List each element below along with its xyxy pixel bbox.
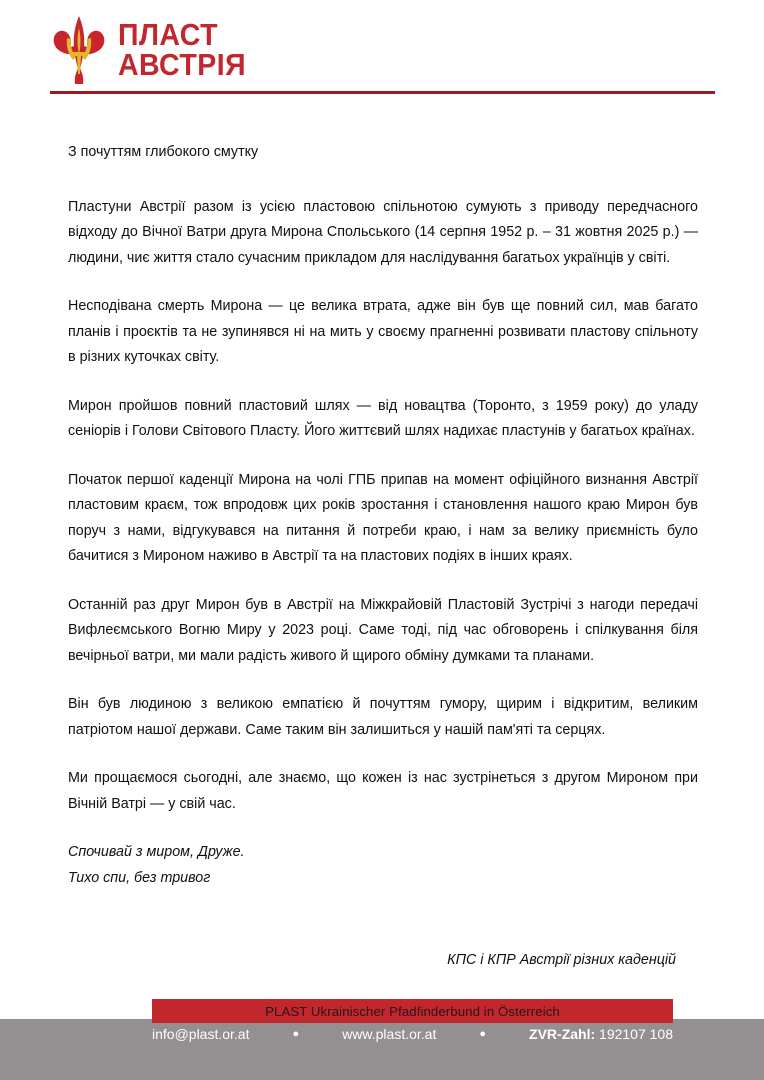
closing-line: Тихо спи, без тривог [68, 869, 211, 886]
footer-website[interactable]: www.plast.or.at [342, 1026, 437, 1042]
bullet-separator-icon: ● [479, 1027, 487, 1040]
letter-paragraph: Останній раз друг Мирон був в Австрії на Міжкрайовій Пластовій Зустрічі з нагоди передачі Вифлеємського Вогню Миру у 2023 році. Саме тоді, під час обговорень і спілкування біля вечірньої ватри, ми мали радість живого й щирого обміну думками та планами. [68, 596, 698, 664]
letter-paragraph: Ми прощаємося сьогодні, але знаємо, що кожен із нас зустрінеться з другом Мироном при Вічній Ватрі — у свій час. [68, 770, 698, 812]
logo-wordmark [118, 17, 247, 82]
signature: КПС і КПР Австрії різних каденцій [447, 952, 676, 968]
footer-organisation-name: PLAST Ukrainischer Pfadfinderbund in Österreich [265, 1003, 560, 1019]
page-header [0, 0, 764, 100]
salutation: З почуттям глибокого смутку [68, 144, 259, 160]
bullet-separator-icon: ● [292, 1027, 300, 1040]
footer-red-bar [152, 999, 673, 1023]
closing-block [68, 840, 698, 891]
letter-paragraph: Початок першої каденції Мирона на чолі ГПБ припав на момент офіційного визнання Австрії пластовим краєм, тож впродовж цих років зростання і становлення нашого краю Мирон був поруч з нами, відгукувався на питання й потреби краю, і нам за велику приємність було бачитися з Мироном наживо в Австрії та на пластових подіях в інших краях. [68, 471, 698, 564]
letter-paragraph: Мирон пройшов повний пластовий шлях — від новацтва (Торонто, з 1959 року) до уладу сеніорів і Голови Світового Пласту. Його життєвий шлях надихає пластунів у багатьох країнах. [68, 397, 698, 439]
letter-body [68, 140, 698, 974]
logo-line-plast: ПЛАСТ [118, 17, 219, 53]
footer-contact-row [152, 1026, 673, 1042]
footer-zvr [529, 1026, 673, 1042]
header-divider-rule [50, 91, 715, 94]
plast-austria-logo [48, 14, 257, 86]
footer-email[interactable]: info@plast.or.at [152, 1026, 250, 1042]
closing-line: Спочивай з миром, Друже. [68, 844, 245, 860]
letter-paragraph: Несподівана смерть Мирона — це велика втрата, адже він був ще повний сил, мав багато планів і проєктів та не зупинявся ні на мить у своєму прагненні розвивати пластову спільноту в різних куточках світу. [68, 298, 698, 365]
letter-paragraph: Він був людиною з великою емпатією й почуттям гумору, щирим і відкритим, великим патріотом нашої держави. Саме таким він залишиться у нашій пам'яті та серцях. [68, 696, 698, 738]
plast-fleur-de-lis-trident-icon [48, 14, 110, 86]
footer-zvr-label: ZVR-Zahl: [529, 1026, 596, 1042]
logo-line-austria: АВСТРІЯ [118, 47, 247, 82]
letter-paragraph: Пластуни Австрії разом із усією пластовою спільнотою сумують з приводу передчасного відходу до Вічної Ватри друга Мирона Спольського (14 серпня 1952 р. – 31 жовтня 2025 р.) — людини, чиє життя стало сучасним прикладом для наслідування багатьох українців у світі. [68, 198, 698, 266]
footer-zvr-number: 192107 108 [599, 1026, 673, 1042]
